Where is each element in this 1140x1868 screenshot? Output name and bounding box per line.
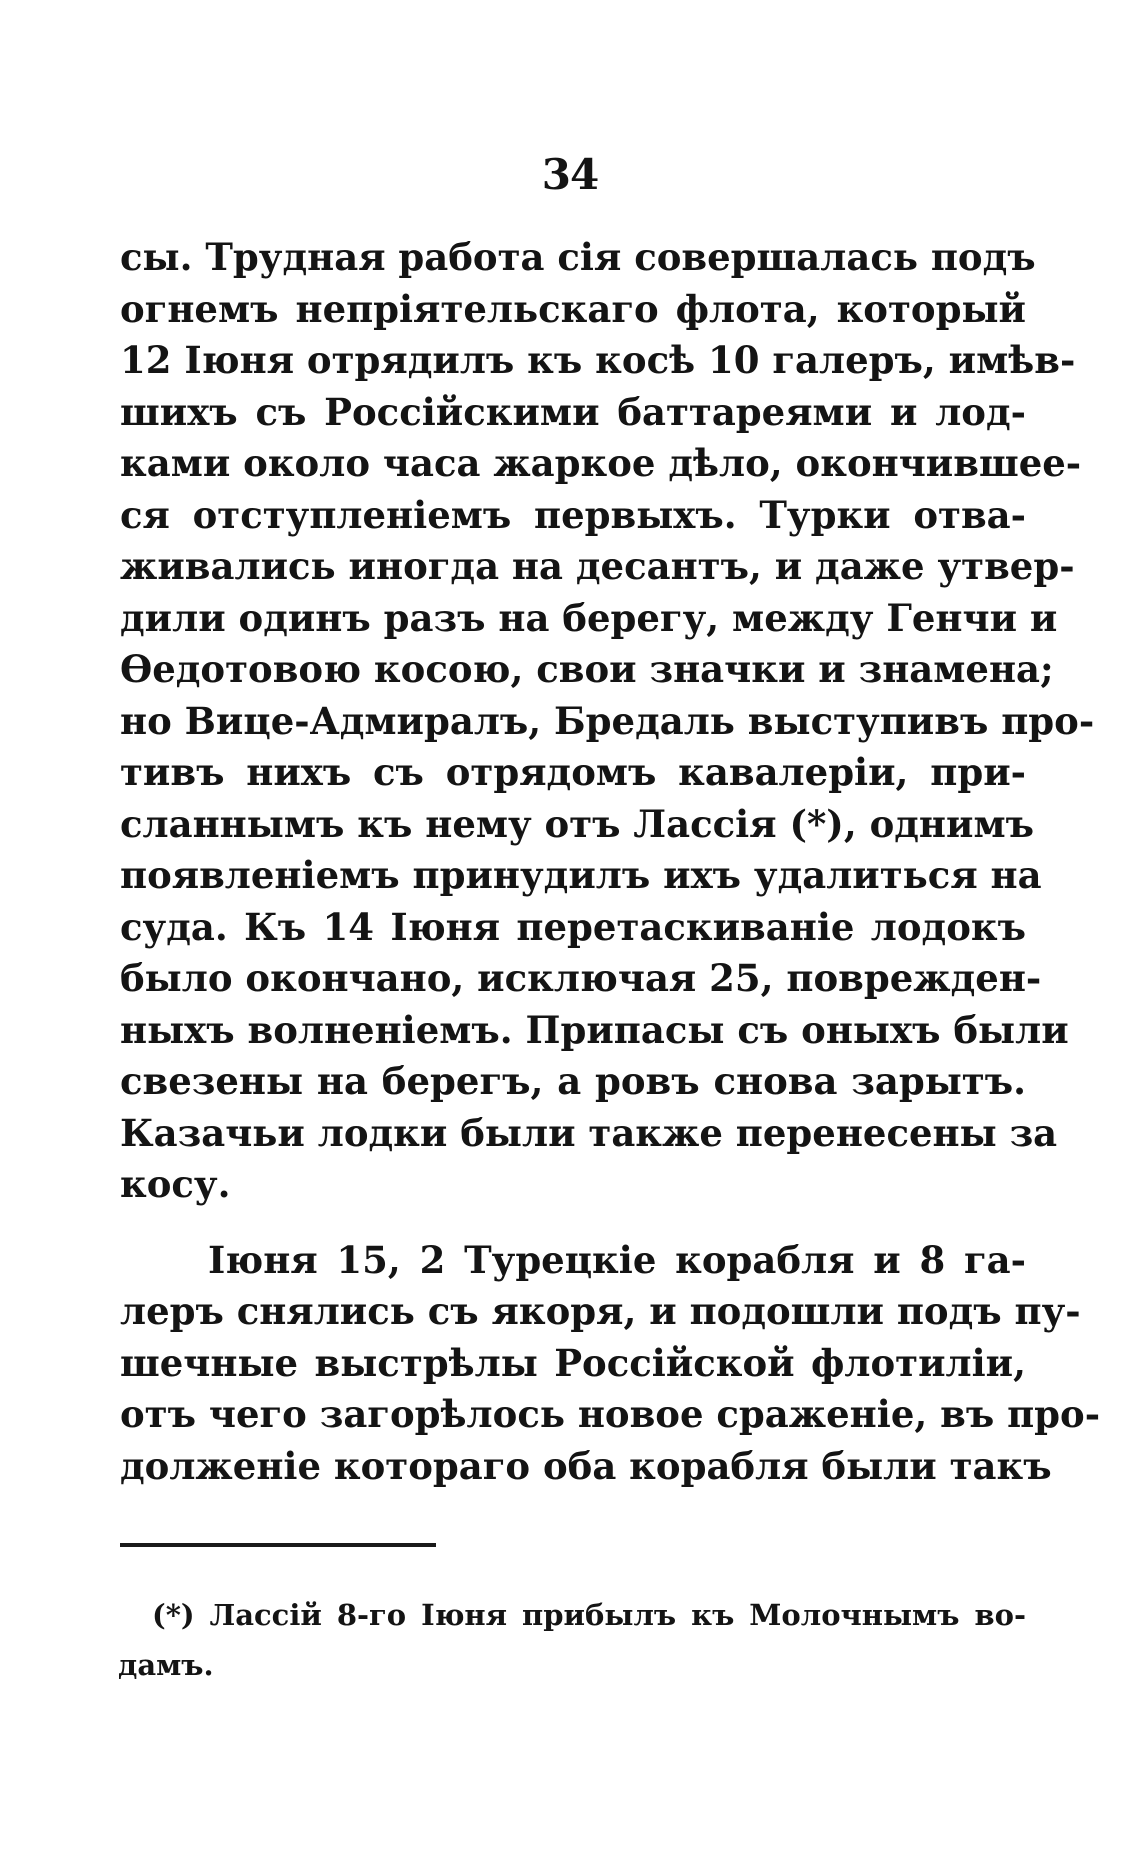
text-line: Іюня 15, 2 Турецкіе корабля и 8 га- xyxy=(208,1237,1026,1282)
main-text xyxy=(120,232,1101,1492)
text-line: Казачьи лодки были также перенесены за xyxy=(120,1110,1058,1155)
page-number: 34 xyxy=(541,150,599,199)
text-line: Ѳедотовою косою, свои значки и знамена; xyxy=(120,647,1054,691)
text-line: косу. xyxy=(120,1162,231,1206)
text-line: суда. Къ 14 Іюня перетаскиваніе лодокъ xyxy=(120,904,1026,949)
text-line: но Вице-Адмиралъ, Бредаль выступивъ про- xyxy=(120,698,1095,743)
text-line: 12 Іюня отрядилъ къ косѣ 10 галеръ, имѣв- xyxy=(120,338,1076,382)
text-line: дили одинъ разъ на берегу, между Генчи и xyxy=(120,595,1058,640)
paragraph-2 xyxy=(120,1235,1101,1493)
text-line: живались иногда на десантъ, и даже утвер- xyxy=(120,544,1075,588)
text-line: ныхъ волненіемъ. Припасы съ оныхъ были xyxy=(120,1007,1069,1052)
text-line: огнемъ непріятельскаго флота, который xyxy=(120,286,1026,331)
text-line: ся отступленіемъ первыхъ. Турки отва- xyxy=(120,492,1026,537)
paragraph-gap xyxy=(120,1211,1026,1235)
text-line: ками около часа жаркое дѣло, окончившее- xyxy=(120,441,1082,485)
text-line: тивъ нихъ съ отрядомъ кавалеріи, при- xyxy=(120,750,1026,794)
footnote xyxy=(118,1590,1026,1690)
text-line: свезены на берегъ, а ровъ снова зарытъ. xyxy=(120,1059,1026,1103)
paragraph-1 xyxy=(120,232,1095,1211)
text-line: шечные выстрѣлы Россійской флотиліи, xyxy=(120,1340,1026,1385)
footnote-rule xyxy=(120,1543,436,1547)
text-line: сланнымъ къ нему отъ Лассія (*), однимъ xyxy=(120,801,1034,846)
text-line: леръ снялись съ якоря, и подошли подъ пу- xyxy=(120,1289,1081,1333)
text-line: долженіе котораго оба корабля были такъ xyxy=(120,1443,1052,1488)
footnote-line: дамъ. xyxy=(118,1648,214,1682)
text-line: появленіемъ принудилъ ихъ удалиться на xyxy=(120,853,1042,897)
text-line: шихъ съ Россійскими баттареями и лод- xyxy=(120,389,1026,434)
footnote-line: (*) Лассій 8-го Іюня прибылъ къ Молочнымъ во- xyxy=(152,1598,1026,1632)
text-line: сы. Трудная работа сія совершалась подъ xyxy=(120,235,1036,279)
text-line: было окончано, исключая 25, поврежден- xyxy=(120,956,1042,1000)
text-line: отъ чего загорѣлось новое сраженіе, въ про- xyxy=(120,1392,1101,1436)
